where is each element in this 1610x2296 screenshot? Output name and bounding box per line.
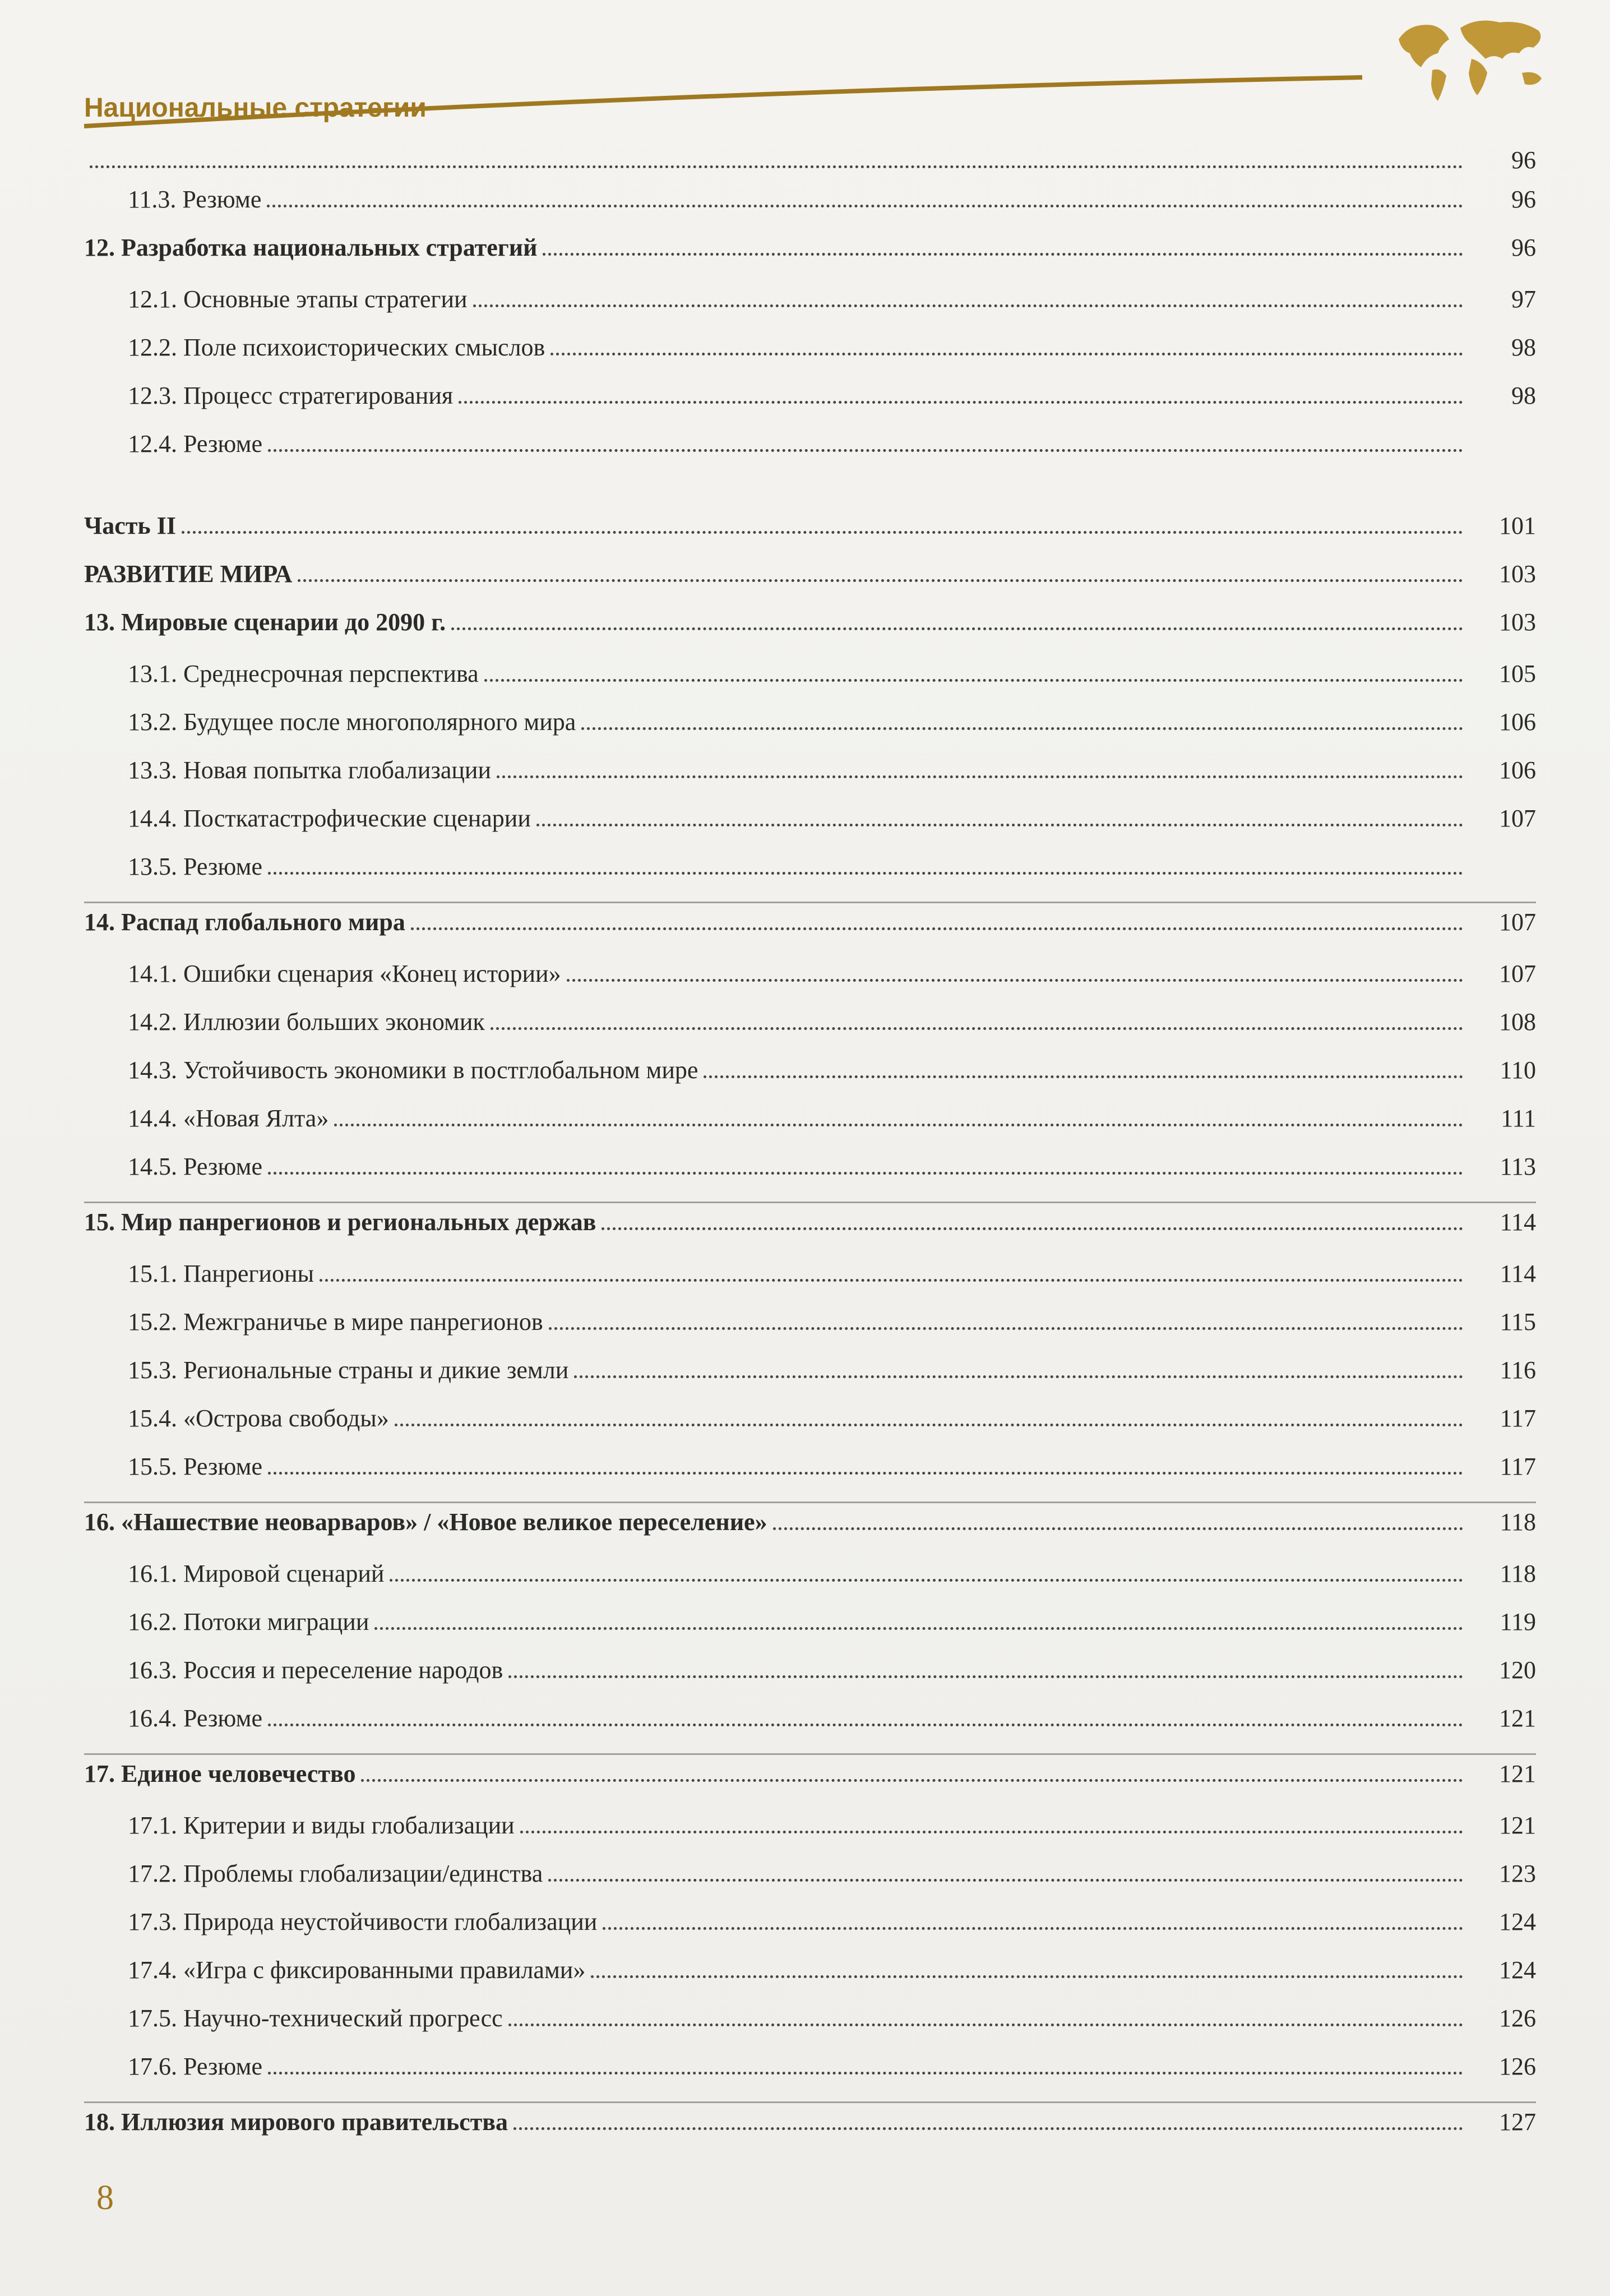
toc-leader-dots: [550, 353, 1463, 355]
toc-leader-dots: [268, 1172, 1463, 1175]
toc-page-number: 107: [1499, 960, 1536, 987]
section-divider: [84, 1753, 1536, 1755]
section-gap: [84, 478, 1536, 511]
toc-row[interactable]: [84, 1356, 1536, 1404]
toc-leader-dots: [497, 775, 1463, 778]
toc-page-number: 119: [1500, 1608, 1536, 1636]
toc-label: 13.1. Среднесрочная перспектива: [128, 660, 479, 687]
toc-leader-dots: [508, 1675, 1463, 1678]
toc-row[interactable]: [84, 1056, 1536, 1104]
toc-leader-dots: [395, 1424, 1463, 1426]
toc-row[interactable]: [84, 756, 1536, 804]
toc-page-number: 110: [1500, 1056, 1536, 1084]
toc-leader-dots: [773, 1527, 1463, 1530]
toc-row[interactable]: [84, 608, 1536, 659]
toc-row[interactable]: [84, 233, 1536, 285]
toc-label: 15.4. «Острова свободы»: [128, 1405, 389, 1432]
toc-page-number: 106: [1499, 756, 1536, 784]
toc-row[interactable]: [84, 1508, 1536, 1559]
toc-row[interactable]: [84, 560, 1536, 608]
toc-row[interactable]: [84, 804, 1536, 852]
toc-leader-dots: [574, 1375, 1463, 1378]
toc-label: 12.2. Поле психоисторических смыслов: [128, 334, 545, 361]
toc-row[interactable]: [84, 1759, 1536, 1811]
toc-leader-dots: [182, 531, 1463, 534]
toc-row[interactable]: [84, 959, 1536, 1008]
section-divider: [84, 2101, 1536, 2103]
toc-leader-dots: [268, 1472, 1463, 1475]
toc-page-number: 113: [1500, 1153, 1536, 1180]
toc-row[interactable]: [84, 1404, 1536, 1452]
toc-leader-dots: [334, 1124, 1463, 1126]
toc-page-number: 121: [1499, 1812, 1536, 1839]
toc-leader-dots: [320, 1279, 1463, 1282]
toc-leader-dots: [267, 205, 1463, 207]
toc-label: 15.2. Межграничье в мире панрегионов: [128, 1308, 543, 1336]
toc-row[interactable]: [84, 1811, 1536, 1859]
toc-label: 18. Иллюзия мирового правительства: [84, 2108, 508, 2136]
toc-label: 12.3. Процесс стратегирования: [128, 382, 454, 409]
toc-page-number: 103: [1499, 608, 1536, 636]
toc-label: 14.4. Посткатастрофические сценарии: [128, 805, 531, 832]
toc-label: 16.2. Потоки миграции: [128, 1608, 369, 1636]
toc-leader-dots: [268, 1724, 1463, 1726]
toc-page-number: 103: [1499, 560, 1536, 588]
toc-page-number: 114: [1500, 1208, 1536, 1236]
toc-row[interactable]: [84, 2004, 1536, 2052]
toc-row[interactable]: [84, 908, 1536, 959]
toc-leader-dots: [508, 2024, 1463, 2026]
toc-row[interactable]: [84, 333, 1536, 381]
toc-label: 15. Мир панрегионов и региональных держав: [84, 1208, 596, 1236]
toc-leader-dots: [268, 872, 1463, 875]
toc-row[interactable]: [84, 659, 1536, 708]
toc-label: РАЗВИТИЕ МИРА: [84, 560, 293, 588]
toc-page-number: 107: [1499, 805, 1536, 832]
toc-page-number: 118: [1500, 1560, 1536, 1587]
toc-label: 16.3. Россия и переселение народов: [128, 1656, 503, 1684]
toc-label: 14.4. «Новая Ялта»: [128, 1105, 329, 1132]
toc-page-number: 117: [1500, 1405, 1536, 1432]
toc-leader-dots: [513, 2127, 1463, 2130]
toc-page-number: 121: [1499, 1704, 1536, 1732]
toc-page-number: 126: [1499, 2053, 1536, 2080]
toc-leader-dots: [473, 304, 1463, 307]
toc-row[interactable]: [84, 285, 1536, 333]
toc-label: 13.3. Новая попытка глобализации: [128, 756, 491, 784]
toc-page-number: 96: [1511, 234, 1536, 261]
toc-row[interactable]: [84, 511, 1536, 560]
toc-leader-dots: [390, 1579, 1463, 1582]
toc-label: 17.2. Проблемы глобализации/единства: [128, 1860, 543, 1887]
toc-label: 12.1. Основные этапы стратегии: [128, 285, 468, 313]
toc-row[interactable]: [84, 1859, 1536, 1907]
toc-row[interactable]: [84, 1656, 1536, 1704]
toc-page-number: 117: [1500, 1453, 1536, 1480]
toc-leader-dots: [520, 1831, 1463, 1833]
toc-label: 17. Единое человечество: [84, 1760, 356, 1787]
toc-leader-dots: [602, 1227, 1463, 1230]
toc-label: 15.1. Панрегионы: [128, 1260, 314, 1287]
toc-leader-dots: [361, 1779, 1463, 1782]
toc-label: 14. Распад глобального мира: [84, 908, 405, 936]
toc-page-number: 126: [1499, 2004, 1536, 2032]
toc-page-number: 98: [1511, 382, 1536, 409]
toc-leader-dots: [459, 401, 1463, 404]
toc-page-number: 114: [1500, 1260, 1536, 1287]
toc-row[interactable]: [84, 1152, 1536, 1200]
toc-label: 11.3. Резюме: [128, 186, 262, 213]
toc-page-number: 98: [1511, 334, 1536, 361]
toc-row[interactable]: [84, 1704, 1536, 1752]
toc-label: 14.1. Ошибки сценария «Конец истории»: [128, 960, 561, 987]
toc-label: 13.5. Резюме: [128, 853, 263, 880]
toc-row[interactable]: [84, 185, 1536, 233]
toc-label: 17.3. Природа неустойчивости глобализации: [128, 1908, 598, 1935]
toc-leader-dots: [543, 253, 1463, 256]
toc-row[interactable]: [84, 1559, 1536, 1607]
toc-row[interactable]: [84, 1907, 1536, 1956]
running-header-title: Национальные стратегии: [84, 93, 427, 123]
toc-label: 17.5. Научно-технический прогресс: [128, 2004, 503, 2032]
toc-page-number: 106: [1499, 708, 1536, 736]
toc-row[interactable]: [84, 1452, 1536, 1500]
toc-leader-dots: [451, 627, 1463, 630]
page-number: 8: [96, 2179, 114, 2217]
toc-label: 17.6. Резюме: [128, 2053, 263, 2080]
toc-label: 17.1. Критерии и виды глобализации: [128, 1812, 515, 1839]
toc-leader-dots: [491, 1027, 1463, 1030]
toc-page-number: 116: [1500, 1356, 1536, 1384]
toc-page-number: 111: [1501, 1105, 1536, 1132]
toc-label: 12.4. Резюме: [128, 430, 263, 458]
section-divider: [84, 1502, 1536, 1503]
section-divider: [84, 1202, 1536, 1203]
toc-leader-dots: [536, 824, 1463, 826]
toc-page-number: 115: [1500, 1308, 1536, 1336]
toc-leader-dots: [704, 1075, 1463, 1078]
toc-leader-dots: [374, 1627, 1463, 1630]
toc-label: 15.5. Резюме: [128, 1453, 263, 1480]
toc-page-number: 96: [1511, 146, 1536, 174]
toc-leader-dots: [484, 679, 1463, 682]
toc-label: Часть II: [84, 512, 176, 539]
toc-row-top: [84, 146, 1536, 185]
toc-page-number: 124: [1499, 1908, 1536, 1935]
toc-page-number: 118: [1500, 1508, 1536, 1536]
toc-label: 14.2. Иллюзии больших экономик: [128, 1008, 485, 1036]
toc-label: 15.3. Региональные страны и дикие земли: [128, 1356, 569, 1384]
toc-row[interactable]: [84, 381, 1536, 429]
toc-row[interactable]: [84, 429, 1536, 478]
toc-leader-dots: [591, 1975, 1463, 1978]
toc-row[interactable]: [84, 1956, 1536, 2004]
toc-row[interactable]: [84, 1104, 1536, 1152]
toc-leader-dots: [548, 1879, 1463, 1882]
toc-label: 17.4. «Игра с фиксированными правилами»: [128, 1956, 586, 1984]
toc-page-number: 121: [1499, 1760, 1536, 1787]
toc-page-number: 101: [1499, 512, 1536, 539]
toc-label: 16.1. Мировой сценарий: [128, 1560, 385, 1587]
toc-page-number: 97: [1511, 285, 1536, 313]
toc-page-number: 120: [1499, 1656, 1536, 1684]
toc-row[interactable]: [84, 1008, 1536, 1056]
toc-row[interactable]: [84, 1308, 1536, 1356]
toc-page-number: 105: [1499, 660, 1536, 687]
toc-row[interactable]: [84, 1259, 1536, 1308]
toc-page-number: 124: [1499, 1956, 1536, 1984]
toc-leader-dots: [90, 165, 1463, 168]
toc-row[interactable]: [84, 1208, 1536, 1259]
section-divider: [84, 902, 1536, 903]
toc-label: 12. Разработка национальных стратегий: [84, 234, 538, 261]
toc-row[interactable]: [84, 1607, 1536, 1656]
toc-label: 16.4. Резюме: [128, 1704, 263, 1732]
toc-leader-dots: [268, 2072, 1463, 2075]
toc-page-number: 123: [1499, 1860, 1536, 1887]
toc-label: 13. Мировые сценарии до 2090 г.: [84, 608, 446, 636]
toc-row[interactable]: [84, 852, 1536, 900]
toc-row[interactable]: [84, 708, 1536, 756]
toc-leader-dots: [411, 927, 1463, 930]
toc-label: 14.5. Резюме: [128, 1153, 263, 1180]
toc-label: 14.3. Устойчивость экономики в постглобальном мире: [128, 1056, 698, 1084]
toc-leader-dots: [268, 449, 1463, 452]
toc-leader-dots: [567, 979, 1463, 982]
toc-page-number: 96: [1511, 186, 1536, 213]
toc-page-number: 107: [1499, 908, 1536, 936]
toc-label: 16. «Нашествие неоварваров» / «Новое великое переселение»: [84, 1508, 767, 1536]
table-of-contents: [84, 146, 1536, 2159]
toc-page-number: 127: [1499, 2108, 1536, 2136]
toc-row[interactable]: [84, 2052, 1536, 2100]
toc-leader-dots: [549, 1327, 1463, 1330]
toc-row[interactable]: [84, 2108, 1536, 2159]
toc-label: 13.2. Будущее после многополярного мира: [128, 708, 576, 736]
toc-leader-dots: [298, 579, 1463, 582]
toc-leader-dots: [603, 1927, 1463, 1930]
toc-page-number: 108: [1499, 1008, 1536, 1036]
toc-leader-dots: [581, 727, 1463, 730]
